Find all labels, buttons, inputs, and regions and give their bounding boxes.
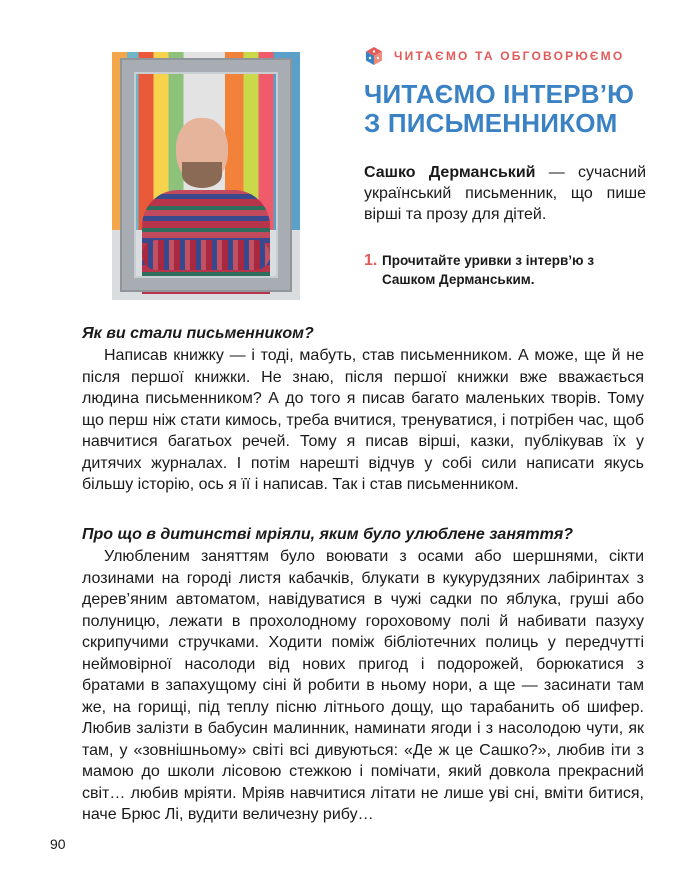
page-title-line-2: З ПИСЬМЕННИКОМ: [364, 108, 618, 138]
author-photo: [112, 52, 300, 300]
task-1: [364, 251, 646, 289]
author-intro: [364, 162, 646, 225]
task-number: 1.: [364, 252, 378, 269]
page-title: [364, 80, 634, 138]
author-name: Сашко Дерманський: [364, 164, 536, 181]
answer-1: Написав книжку — і тоді, мабуть, став письменником. А може, ще й не після першої книжки. Не знаю, після першої книжки вже вважається людина письменником? А до того я писав багато маленьких творів. Тому що перш ніж стати кимось, треба вчитися, тренуватися, і потрібен час, щоб навчитися багатьох речей. Тому я писав вірші, казки, публікував їх у дитячих журналах. І потім нарешті відчув у собі сили написати якусь більшу історію, ось я її і написав. Так і став письменником.: [82, 347, 644, 493]
question-2: Про що в дитинстві мріяли, яким було улюблене заняття?: [82, 526, 574, 543]
question-1: Як ви стали письменником?: [82, 325, 314, 342]
answer-2: Улюбленим заняттям було воювати з осами або шершнями, сікти лозинами на городі листя кабачків, блукати в кукурудзяних лабіринтах з дерев’яним автоматом, навідуватися в чужі садки по яблука, груші або полуницю, лежати в прохолодному гороховому полі й набивати пазуху скрипучими стручками. Ходити поміж бібліотечних полиць у передчутті неймовірної насолоди від нових пригод і подорожей, борюкатися з братами в запахущому сіні й робити в ньому нори, а ще — засинати там же, на горищі, під теплу пісню літнього дощу, що тарабанить об шифер. Любив залізти в бабусин малинник, наминати ягоди і з насолодою чути, як там, у «зовнішньому» світі всі дивуються: «Де ж це Сашко?», любив іти з мамою до школи лісовою стежкою і помічати, який довкола прекрасний світ… любив мріяти. Мріяв навчитися літати не лише уві сні, вміти битися, наче Брюс Лі, вудити величезну рибу…: [82, 548, 644, 823]
page-number: 90: [50, 836, 66, 852]
page-title-line-1: ЧИТАЄМО ІНТЕРВ’Ю: [364, 79, 635, 109]
cube-icon: [364, 46, 384, 66]
photo-frame: [122, 60, 290, 290]
author-description: — сучасний український письменник, що пише вірші та прозу для дітей.: [364, 164, 647, 223]
task-text: Прочитайте уривки з інтерв’ю з Сашком Дерманським.: [382, 253, 595, 287]
section-kicker: [364, 46, 624, 66]
section-kicker-text: ЧИТАЄМО ТА ОБГОВОРЮЄМО: [394, 49, 625, 63]
